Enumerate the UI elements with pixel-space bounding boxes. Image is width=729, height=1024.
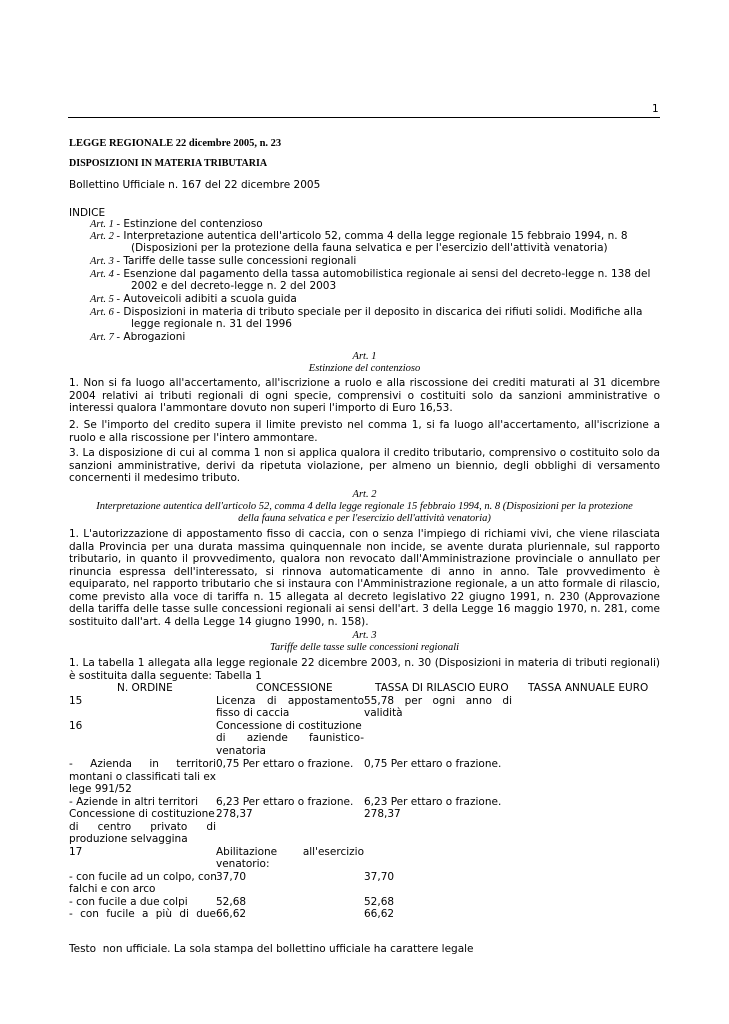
table-row-centro-privato-cont: di centro privato di bbox=[69, 821, 216, 833]
table-row-fucile-un-colpo-cont: falchi e con arco bbox=[69, 883, 156, 895]
table-row-fucile-piu-due-issue-tax: 66,62 bbox=[216, 908, 247, 920]
table-row-17-concession-cont: venatorio: bbox=[216, 858, 270, 870]
table-row-fucile-un-colpo-issue-tax: 37,70 bbox=[216, 871, 247, 883]
article-1-paragraph-3: 3. La disposizione di cui al comma 1 non si applica qualora il credito tributario, comprensivo o costituito solo da sanzioni amministrative, derivi da ripetuta violazione, per almeno un biennio, degli obblighi di versamento concernenti il medesimo tributo. bbox=[69, 447, 660, 484]
table-header-annual-tax: TASSA ANNUALE EURO bbox=[528, 682, 649, 694]
table-row-azienda-montani: - Azienda in territori bbox=[69, 758, 216, 770]
index-item-text: Estinzione del contenzioso bbox=[120, 218, 263, 230]
table-row-centro-privato-issue-tax: 278,37 bbox=[216, 808, 253, 820]
index-item-text: Interpretazione autentica dell'articolo 52, comma 4 della legge regionale 15 febbraio 1994, n. 8 bbox=[120, 230, 628, 242]
table-header-number: N. ORDINE bbox=[117, 682, 173, 694]
index-item-text: Abrogazioni bbox=[120, 331, 186, 343]
table-row-17-concession: Abilitazione all'esercizio bbox=[216, 846, 364, 858]
index-item-number: Art. 6 - bbox=[90, 307, 121, 318]
table-row-aziende-altri-annual-tax: 6,23 Per ettaro o frazione. bbox=[364, 796, 502, 808]
table-row-17-number: 17 bbox=[69, 846, 83, 858]
article-3-title: Tariffe delle tasse sulle concessioni regionali bbox=[269, 642, 460, 653]
table-row-15-issue-tax-cont: validità bbox=[364, 707, 403, 719]
index-item[interactable] bbox=[90, 293, 297, 307]
article-2-title-line-1: Interpretazione autentica dell'articolo 52, comma 4 della legge regionale 15 febbraio 1994, n. 8 (Disposizioni per la protezione bbox=[96, 501, 633, 512]
table-row-fucile-un-colpo: - con fucile ad un colpo, con bbox=[69, 871, 217, 883]
index-item-text: Autoveicoli adibiti a scuola guida bbox=[120, 293, 297, 305]
index-item-number: Art. 2 - bbox=[90, 231, 121, 242]
table-header-issue-tax: TASSA DI RILASCIO EURO bbox=[375, 682, 509, 694]
table-header-concession: CONCESSIONE bbox=[256, 682, 333, 694]
table-row-16-concession-cont: di aziende faunistico- bbox=[216, 732, 364, 744]
index-item-number: Art. 4 - bbox=[90, 269, 121, 280]
table-row-azienda-montani-annual-tax: 0,75 Per ettaro o frazione. bbox=[364, 758, 502, 770]
table-row-15-concession: Licenza di appostamento bbox=[216, 695, 364, 707]
index-item-continuation: 2002 e del decreto-legge n. 2 del 2003 bbox=[131, 280, 337, 292]
index-item-text: Tariffe delle tasse sulle concessioni regionali bbox=[120, 255, 357, 267]
article-2-paragraph-1: 1. L'autorizzazione di appostamento fisso di caccia, con o senza l'impiego di richiami vivi, che viene rilasciata dalla Provincia per una durata massima quinquennale non incide, se avente durata pluriennale, sul rapporto tributario, in quanto il provvedimento, qualora non revocato dall'Amministrazione provinciale o annullato per rinuncia espressa dell'interessato, si rinnova automaticamente di anno in anno. Tale provvedimento è equiparato, nel rapporto tributario che si instaura con l'Amministrazione regionale, a un atto formale di rilascio, come previsto alla voce di tariffa n. 15 allegata al decreto legislativo 22 giugno 1991, n. 230 (Approvazione della tariffa delle tasse sulle concessioni regionali ai sensi dell'art. 3 della Legge 16 maggio 1970, n. 281, come sostituito dall'art. 4 della Legge 14 giugno 1990, n. 158). bbox=[69, 528, 660, 628]
table-row-azienda-montani-cont: montani o classificati tali ex bbox=[69, 771, 216, 783]
index-item-text: Esenzione dal pagamento della tassa automobilistica regionale ai sensi del decreto-legge n. 138 del bbox=[120, 268, 651, 280]
table-row-15-concession-cont: fisso di caccia bbox=[216, 707, 290, 719]
article-1-paragraph-2: 2. Se l'importo del credito supera il limite previsto nel comma 1, si fa luogo all'accertamento, all'iscrizione a ruolo e alla riscossione per l'intero ammontare. bbox=[69, 419, 660, 444]
index-item-continuation: (Disposizioni per la protezione della fauna selvatica e per l'esercizio dell'attività venatoria) bbox=[131, 242, 608, 254]
table-row-16-concession: Concessione di costituzione bbox=[216, 720, 362, 732]
table-row-centro-privato-annual-tax: 278,37 bbox=[364, 808, 401, 820]
table-row-fucile-piu-due: - con fucile a più di due bbox=[69, 908, 216, 920]
law-subject: DISPOSIZIONI IN MATERIA TRIBUTARIA bbox=[69, 158, 268, 169]
index-item-number: Art. 5 - bbox=[90, 294, 121, 305]
footer-disclaimer: Testo non ufficiale. La sola stampa del bollettino ufficiale ha carattere legale bbox=[69, 943, 474, 955]
table-row-azienda-montani-issue-tax: 0,75 Per ettaro o frazione. bbox=[216, 758, 354, 770]
index-item-continuation: legge regionale n. 31 del 1996 bbox=[131, 318, 292, 330]
index-item[interactable] bbox=[90, 255, 356, 269]
table-row-fucile-un-colpo-annual-tax: 37,70 bbox=[364, 871, 395, 883]
article-1-label: Art. 1 bbox=[352, 351, 377, 362]
article-1-paragraph-1: 1. Non si fa luogo all'accertamento, all'iscrizione a ruolo e alla riscossione dei crediti maturati al 31 dicembre 2004 relativi ai tributi regionali di ogni specie, comprensivi o costituiti solo da sanzioni amministrative o interessi qualora l'ammontare dovuto non superi l'importo di Euro 16,53. bbox=[69, 377, 660, 414]
table-row-fucile-due-colpi-annual-tax: 52,68 bbox=[364, 896, 395, 908]
table-row-azienda-montani-cont-2: lege 991/52 bbox=[69, 783, 132, 795]
header-rule bbox=[68, 117, 660, 118]
table-row-15-number: 15 bbox=[69, 695, 83, 707]
table-row-16-concession-cont-2: venatoria bbox=[216, 745, 266, 757]
table-row-fucile-piu-due-annual-tax: 66,62 bbox=[364, 908, 395, 920]
page-number: 1 bbox=[652, 103, 659, 115]
index-heading: INDICE bbox=[69, 207, 106, 219]
law-title: LEGGE REGIONALE 22 dicembre 2005, n. 23 bbox=[69, 138, 282, 149]
index-item-text: Disposizioni in materia di tributo speciale per il deposito in discarica dei rifiuti solidi. Modifiche alla bbox=[120, 306, 643, 318]
table-row-fucile-due-colpi-issue-tax: 52,68 bbox=[216, 896, 247, 908]
article-3-label: Art. 3 bbox=[352, 630, 377, 641]
table-row-aziende-altri: - Aziende in altri territori bbox=[69, 796, 198, 808]
article-2-title-line-2: della fauna selvatica e per l'esercizio dell'attività venatoria) bbox=[238, 513, 491, 524]
table-row-15-issue-tax: 55,78 per ogni anno di bbox=[364, 695, 512, 707]
article-2-label: Art. 2 bbox=[352, 489, 377, 500]
table-row-centro-privato-cont-2: produzione selvaggina bbox=[69, 833, 188, 845]
index-item-number: Art. 3 - bbox=[90, 256, 121, 267]
table-row-16-number: 16 bbox=[69, 720, 83, 732]
table-row-aziende-altri-issue-tax: 6,23 Per ettaro o frazione. bbox=[216, 796, 354, 808]
article-3-paragraph-1: 1. La tabella 1 allegata alla legge regionale 22 dicembre 2003, n. 30 (Disposizioni in materia di tributi regionali) è sostituita dalla seguente: Tabella 1 bbox=[69, 657, 660, 682]
index-item[interactable] bbox=[90, 331, 185, 345]
article-1-title: Estinzione del contenzioso bbox=[308, 363, 421, 374]
bulletin-reference: Bollettino Ufficiale n. 167 del 22 dicembre 2005 bbox=[69, 179, 321, 191]
table-row-fucile-due-colpi: - con fucile a due colpi bbox=[69, 896, 188, 908]
index-item-number: Art. 7 - bbox=[90, 332, 121, 343]
index-item-number: Art. 1 - bbox=[90, 219, 121, 230]
table-row-centro-privato: Concessione di costituzione bbox=[69, 808, 215, 820]
